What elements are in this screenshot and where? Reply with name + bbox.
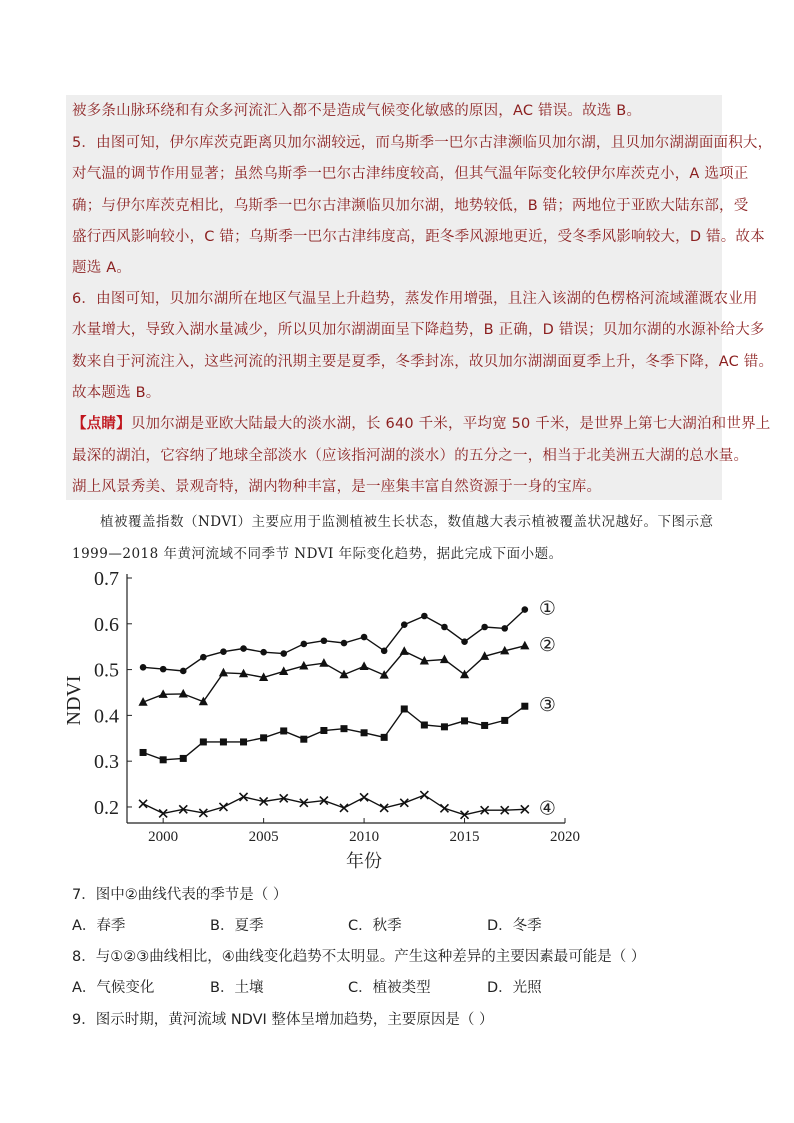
- y-tick-label: 0.5: [94, 659, 119, 682]
- explanation-line: 水量增大，导致入湖水量减少，所以贝加尔湖湖面呈下降趋势，B 正确，D 错误；贝加尔湖的水源补给大多: [72, 322, 765, 338]
- question-7-option-b[interactable]: B．夏季: [210, 918, 264, 934]
- data-point: [219, 803, 227, 811]
- data-point: [200, 738, 207, 745]
- data-point: [320, 727, 327, 734]
- data-point: [160, 756, 167, 763]
- data-point: [400, 799, 408, 807]
- explanation-line: 题选 A。: [72, 260, 132, 276]
- data-point: [440, 804, 448, 812]
- data-point: [321, 637, 328, 644]
- data-point: [300, 736, 307, 743]
- series-line: [143, 706, 525, 760]
- data-point: [381, 648, 388, 655]
- y-tick-label: 0.3: [94, 751, 119, 774]
- x-tick-label: 2000: [148, 829, 179, 845]
- explanation-line: 盛行西风影响较小，C 错；乌斯季一巴尔古津纬度高，距冬季风源地更近，受冬季风影响较大，D 错。故本: [72, 229, 765, 245]
- explanation-line: 数来自于河流注入，这些河流的汛期主要是夏季，冬季封冻，故贝加尔湖湖面夏季上升，冬季下降，AC 错。: [72, 354, 774, 370]
- x-tick-label: 2010: [349, 829, 380, 845]
- explanation-line: 故本题选 B。: [72, 385, 161, 401]
- explanation-line: 5．由图可知，伊尔库茨克距离贝加尔湖较远，而乌斯季一巴尔古津濒临贝加尔湖，且贝加尔湖湖面面积大，: [72, 135, 773, 151]
- data-point: [180, 755, 187, 762]
- data-point: [301, 641, 308, 648]
- data-point: [179, 689, 188, 698]
- data-point: [481, 624, 488, 631]
- data-point: [240, 645, 247, 652]
- data-point: [522, 606, 529, 613]
- chart-series: [138, 599, 555, 820]
- x-tick-label: 2005: [248, 829, 279, 845]
- data-point: [219, 668, 228, 677]
- data-point: [401, 705, 408, 712]
- data-point: [359, 661, 368, 670]
- y-tick-label: 0.6: [94, 613, 119, 636]
- tip-text: 贝加尔湖是亚欧大陆最大的淡水湖，长 640 千米，平均宽 50 千米，是世界上第七大湖泊和世界上: [130, 416, 771, 432]
- explanation-line: 被多条山脉环绕和有众多河流汇入都不是造成气候变化敏感的原因，AC 错误。故选 B。: [72, 103, 642, 119]
- data-point: [381, 734, 388, 741]
- data-point: [441, 624, 448, 631]
- data-point: [361, 729, 368, 736]
- data-point: [440, 655, 449, 664]
- question-7-option-d[interactable]: D．冬季: [487, 918, 542, 934]
- data-point: [481, 722, 488, 729]
- data-point: [280, 650, 287, 657]
- data-point: [420, 791, 428, 799]
- data-point: [520, 641, 529, 650]
- intro-text: 植被覆盖指数（NDVI）主要应用于监测植被生长状态，数值越大表示植被覆盖状况越好。下图示意: [100, 514, 714, 530]
- data-point: [260, 734, 267, 741]
- data-point: [361, 634, 368, 641]
- data-point: [160, 666, 167, 673]
- data-point: [220, 738, 227, 745]
- question-7-stem: 7．图中②曲线代表的季节是（ ）: [72, 887, 288, 903]
- data-point: [441, 723, 448, 730]
- data-point: [341, 640, 348, 647]
- data-point: [461, 638, 468, 645]
- y-tick-label: 0.2: [94, 796, 119, 819]
- series-label: ①: [538, 598, 556, 620]
- data-point: [521, 703, 528, 710]
- data-point: [180, 668, 187, 675]
- data-point: [140, 664, 147, 671]
- y-axis-label: NDVI: [63, 675, 85, 726]
- x-axis-label: 年份: [346, 851, 382, 872]
- question-8-option-c[interactable]: C．植被类型: [348, 980, 431, 996]
- ndvi-line-chart: [60, 565, 600, 875]
- y-tick-label: 0.7: [94, 568, 119, 590]
- question-8-option-b[interactable]: B．土壤: [210, 980, 264, 996]
- explanation-line: 对气温的调节作用显著；虽然乌斯季一巴尔古津纬度较高，但其气温年际变化较伊尔库茨克小，A 选项正: [72, 166, 749, 182]
- question-8-option-a[interactable]: A．气候变化: [72, 980, 155, 996]
- chart-axes: [127, 574, 565, 823]
- data-point: [220, 648, 227, 655]
- data-point: [319, 658, 328, 667]
- data-point: [340, 725, 347, 732]
- series-label: ②: [538, 634, 556, 656]
- tip-line: 最深的湖泊，它容纳了地球全部淡水（应该指河湖的淡水）的五分之一，相当于北美洲五大湖的总水量。: [72, 448, 749, 464]
- data-point: [139, 800, 147, 808]
- series-label: ④: [538, 798, 556, 820]
- explanation-line: 6．由图可知，贝加尔湖所在地区气温呈上升趋势，蒸发作用增强，且注入该湖的色楞格河流域灌溉农业用: [72, 291, 758, 307]
- question-7-option-c[interactable]: C．秋季: [348, 918, 402, 934]
- data-point: [421, 722, 428, 729]
- series-2: [138, 635, 555, 706]
- question-7-option-a[interactable]: A．春季: [72, 918, 126, 934]
- series-3: [140, 695, 556, 763]
- data-point: [400, 646, 409, 655]
- series-4: [139, 791, 556, 819]
- data-point: [461, 717, 468, 724]
- explanation-line: 确；与伊尔库茨克相比，乌斯季一巴尔古津濒临贝加尔湖，地势较低，B 错；两地位于亚欧大陆东部，受: [72, 198, 749, 214]
- tip-tag: 【点睛】: [72, 416, 131, 432]
- question-9-stem: 9．图示时期，黄河流域 NDVI 整体呈增加趋势，主要原因是（ ）: [72, 1012, 494, 1028]
- data-point: [280, 727, 287, 734]
- data-point: [401, 621, 408, 628]
- data-point: [421, 613, 428, 620]
- data-point: [501, 717, 508, 724]
- series-1: [140, 599, 556, 675]
- data-point: [501, 625, 508, 632]
- y-tick-label: 0.4: [94, 705, 119, 728]
- series-line: [143, 646, 525, 702]
- tip-line: [72, 414, 770, 434]
- series-label: ③: [538, 695, 556, 717]
- intro-text: 1999—2018 年黄河流域不同季节 NDVI 年际变化趋势，据此完成下面小题。: [72, 546, 563, 562]
- tip-line: 湖上风景秀美、景观奇特，湖内物种丰富，是一座集丰富自然资源于一身的宝库。: [72, 479, 602, 495]
- data-point: [140, 749, 147, 756]
- question-8-option-d[interactable]: D．光照: [487, 980, 542, 996]
- data-point: [240, 738, 247, 745]
- chart-ticks: [94, 568, 580, 845]
- data-point: [260, 649, 267, 656]
- data-point: [200, 654, 207, 661]
- data-point: [360, 793, 368, 801]
- x-tick-label: 2015: [449, 829, 480, 845]
- x-tick-label: 2020: [550, 829, 580, 845]
- question-8-stem: 8．与①②③曲线相比，④曲线变化趋势不太明显。产生这种差异的主要因素最可能是（ ）: [72, 949, 646, 965]
- data-point: [340, 804, 348, 812]
